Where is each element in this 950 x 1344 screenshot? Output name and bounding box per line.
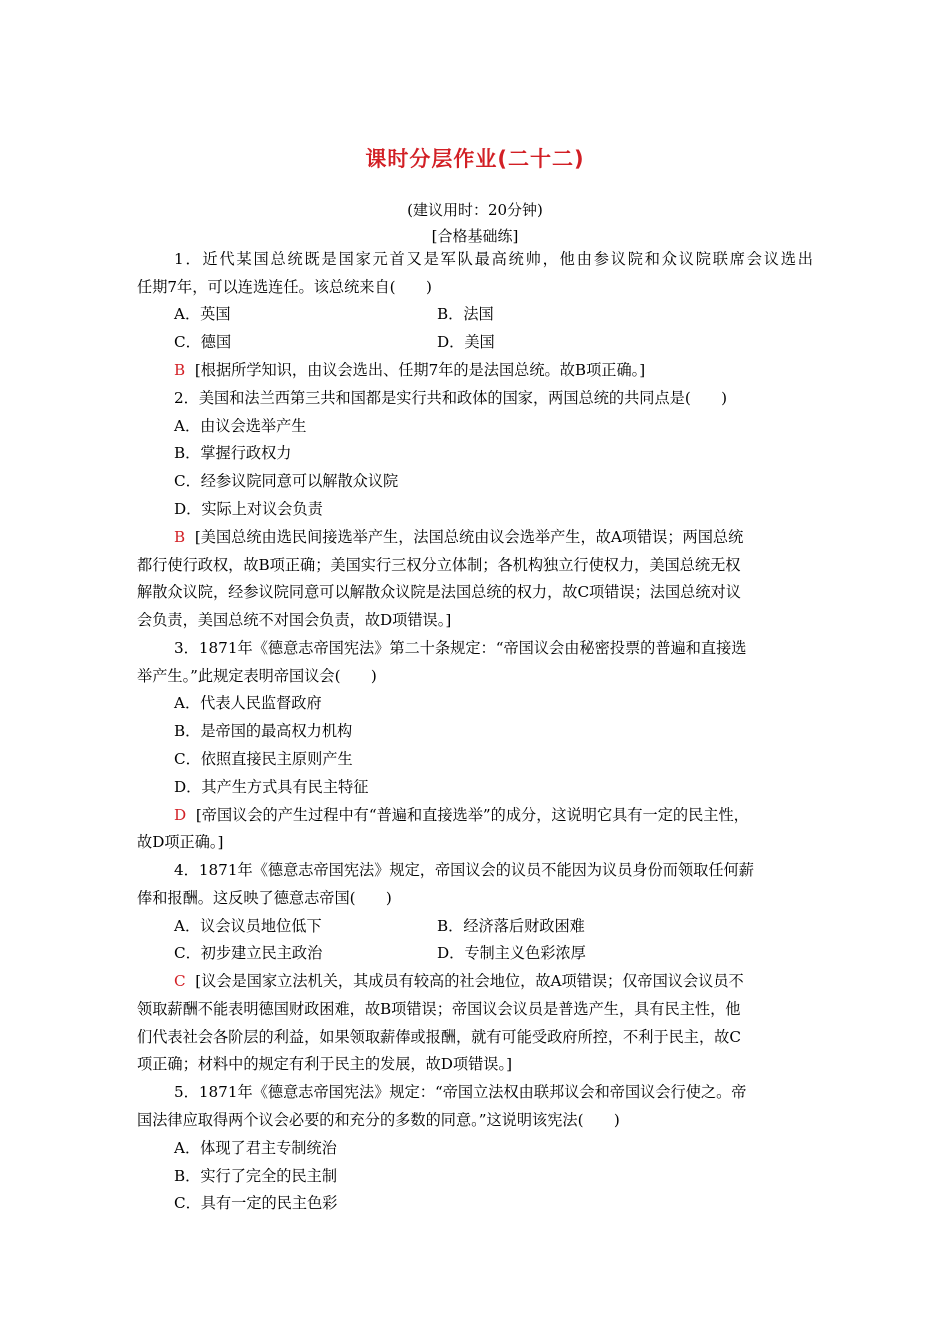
q3-explanation-line-2: 故D项正确。]	[137, 833, 224, 851]
q4-option-a: A．议会议员地位低下	[174, 917, 322, 935]
q5-option-b: B．实行了完全的民主制	[174, 1167, 338, 1185]
time-hint: (建议用时：20分钟)	[407, 201, 543, 219]
q4-explanation-line-2: 领取薪酬不能表明德国财政困难，故B项错误；帝国议会议员是普选产生，具有民主性，他	[137, 1000, 741, 1018]
q4-option-c: C．初步建立民主政治	[174, 944, 323, 962]
q1-option-c: C．德国	[174, 333, 232, 351]
q2-option-d: D．实际上对议会负责	[174, 500, 323, 518]
q2-option-b: B．掌握行政权力	[174, 444, 292, 462]
q2-explanation-line-3: 解散众议院，经参议院同意可以解散众议院是法国总统的权力，故C项错误；法国总统对议	[137, 583, 741, 601]
q2-option-a: A．由议会选举产生	[174, 417, 307, 435]
q1-stem-line-1: 1．近代某国总统既是国家元首又是军队最高统帅，他由参议院和众议院联席会议选出	[174, 250, 813, 268]
q4-option-d: D．专制主义色彩浓厚	[437, 944, 586, 962]
q1-stem-line-2: 任期7年，可以连选连任。该总统来自( )	[137, 278, 432, 296]
q4-stem-line-2: 俸和报酬。这反映了德意志帝国( )	[137, 889, 392, 907]
q1-option-b: B．法国	[437, 305, 494, 323]
q4-stem-line-1: 4．1871年《德意志帝国宪法》规定，帝国议会的议员不能因为议员身份而领取任何薪	[174, 861, 754, 879]
q2-stem-line-1: 2．美国和法兰西第三共和国都是实行共和政体的国家，两国总统的共同点是( )	[174, 389, 728, 407]
q4-explanation-line-1: [议会是国家立法机关，其成员有较高的社会地位，故A项错误；仅帝国议会议员不	[195, 972, 744, 990]
q3-option-c: C．依照直接民主原则产生	[174, 750, 353, 768]
q1-answer-explanation	[174, 360, 645, 380]
q5-stem-line-1: 5．1871年《德意志帝国宪法》规定：“帝国立法权由联邦议会和帝国议会行使之。帝	[174, 1083, 747, 1101]
q1-answer: B	[174, 361, 186, 379]
page-title: 课时分层作业(二十二)	[365, 147, 585, 171]
q3-stem-line-2: 举产生。”此规定表明帝国议会( )	[137, 667, 377, 685]
q4-answer-explanation	[174, 971, 744, 991]
q2-explanation-line-4: 会负责，美国总统不对国会负责，故D项错误。]	[137, 611, 452, 629]
q3-stem-line-1: 3．1871年《德意志帝国宪法》第二十条规定：“帝国议会由秘密投票的普遍和直接选	[174, 639, 747, 657]
q3-option-a: A．代表人民监督政府	[174, 694, 322, 712]
q5-stem-line-2: 国法律应取得两个议会必要的和充分的多数的同意。”这说明该宪法( )	[137, 1111, 620, 1129]
q2-answer-explanation	[174, 527, 743, 547]
q5-option-c: C．具有一定的民主色彩	[174, 1194, 338, 1212]
q2-answer: B	[174, 528, 186, 546]
q3-option-b: B．是帝国的最高权力机构	[174, 722, 353, 740]
q4-answer: C	[174, 972, 186, 990]
q4-option-b: B．经济落后财政困难	[437, 917, 585, 935]
q4-explanation-line-4: 项正确；材料中的规定有利于民主的发展，故D项错误。]	[137, 1055, 513, 1073]
q1-option-d: D．美国	[437, 333, 495, 351]
q4-explanation-line-3: 们代表社会各阶层的利益，如果领取薪俸或报酬，就有可能受政府所控，不利于民主，故C	[137, 1028, 741, 1046]
q1-explanation-line-1: [根据所学知识，由议会选出、任期7年的是法国总统。故B项正确。]	[194, 361, 646, 379]
section-heading: [合格基础练]	[431, 227, 519, 245]
q2-option-c: C．经参议院同意可以解散众议院	[174, 472, 399, 490]
q3-option-d: D．其产生方式具有民主特征	[174, 778, 369, 796]
q2-explanation-line-1: [美国总统由选民间接选举产生，法国总统由议会选举产生，故A项错误；两国总统	[194, 528, 744, 546]
q3-answer: D	[174, 806, 187, 824]
q3-explanation-line-1: [帝国议会的产生过程中有“普遍和直接选举”的成分，这说明它具有一定的民主性，	[195, 806, 749, 824]
q3-answer-explanation	[174, 805, 749, 825]
q1-option-a: A．英国	[174, 305, 231, 323]
q2-explanation-line-2: 都行使行政权，故B项正确；美国实行三权分立体制；各机构独立行使权力，美国总统无权	[137, 556, 741, 574]
q5-option-a: A．体现了君主专制统治	[174, 1139, 337, 1157]
